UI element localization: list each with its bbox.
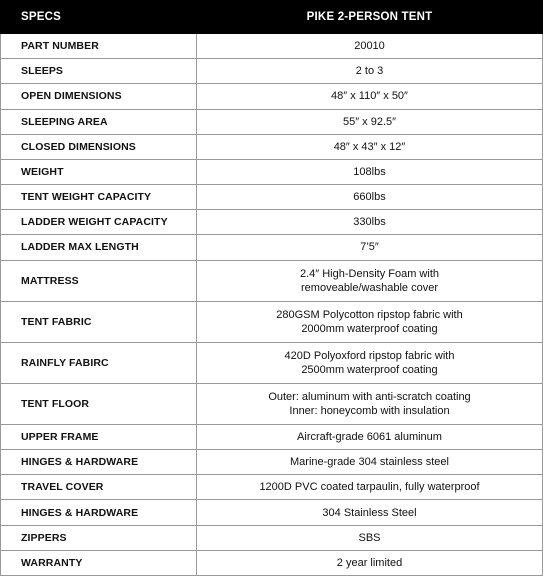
spec-value	[197, 301, 543, 342]
table-row	[1, 342, 543, 383]
spec-value	[197, 550, 543, 575]
table-row	[1, 383, 543, 424]
spec-value-line: 420D Polyoxford ripstop fabric with	[284, 349, 455, 362]
table-row	[1, 59, 543, 84]
table-row	[1, 301, 543, 342]
spec-value	[197, 342, 543, 383]
spec-value	[197, 450, 543, 475]
table-row	[1, 450, 543, 475]
table-row	[1, 475, 543, 500]
spec-value-line: 2.4″ High-Density Foam with	[300, 267, 439, 280]
table-row	[1, 500, 543, 525]
spec-value-line: 7’5″	[360, 241, 379, 254]
table-row	[1, 424, 543, 449]
spec-value	[197, 383, 543, 424]
spec-value-line: Inner: honeycomb with insulation	[289, 404, 450, 417]
spec-label: HINGES & HARDWARE	[1, 450, 197, 475]
table-row	[1, 525, 543, 550]
spec-value	[197, 109, 543, 134]
spec-label: SLEEPING AREA	[1, 109, 197, 134]
spec-label: ZIPPERS	[1, 525, 197, 550]
table-row	[1, 84, 543, 109]
spec-value-line: 48″ x 110″ x 50″	[331, 90, 408, 103]
table-row	[1, 109, 543, 134]
spec-rows	[1, 34, 543, 576]
spec-label: MATTRESS	[1, 260, 197, 301]
spec-value	[197, 134, 543, 159]
spec-value-line: Marine-grade 304 stainless steel	[290, 456, 449, 469]
spec-value-line: SBS	[358, 531, 381, 544]
spec-value	[197, 500, 543, 525]
spec-label: RAINFLY FABIRC	[1, 342, 197, 383]
spec-label: LADDER MAX LENGTH	[1, 235, 197, 260]
spec-value-line: 330lbs	[353, 216, 386, 229]
spec-value	[197, 424, 543, 449]
spec-label: WARRANTY	[1, 550, 197, 575]
spec-label: LADDER WEIGHT CAPACITY	[1, 210, 197, 235]
header-specs: SPECS	[1, 1, 197, 34]
spec-label: SLEEPS	[1, 59, 197, 84]
spec-label: TENT FLOOR	[1, 383, 197, 424]
spec-value-line: 304 Stainless Steel	[322, 506, 417, 519]
spec-label: TENT FABRIC	[1, 301, 197, 342]
spec-value-line: 2000mm waterproof coating	[301, 322, 438, 335]
table-row	[1, 260, 543, 301]
spec-value-line: 660lbs	[353, 191, 386, 204]
spec-value-line: 20010	[354, 40, 385, 53]
spec-value	[197, 475, 543, 500]
spec-value	[197, 59, 543, 84]
spec-value	[197, 34, 543, 59]
spec-value	[197, 185, 543, 210]
table-row	[1, 185, 543, 210]
spec-label: UPPER FRAME	[1, 424, 197, 449]
spec-label: WEIGHT	[1, 159, 197, 184]
spec-value	[197, 84, 543, 109]
spec-value	[197, 159, 543, 184]
spec-value-line: 55″ x 92.5″	[342, 115, 397, 128]
spec-label: TRAVEL COVER	[1, 475, 197, 500]
spec-value	[197, 260, 543, 301]
spec-value-line: Aircraft-grade 6061 aluminum	[297, 431, 442, 443]
table-row	[1, 34, 543, 59]
spec-value-line: Outer: aluminum with anti-scratch coating	[268, 390, 471, 403]
table-row	[1, 159, 543, 184]
spec-value	[197, 235, 543, 260]
spec-label: TENT WEIGHT CAPACITY	[1, 185, 197, 210]
spec-value-line: removeable/washable cover	[301, 281, 438, 294]
spec-value-line: 2 year limited	[336, 556, 403, 569]
spec-value-line: 48″ x 43″ x 12″	[333, 140, 406, 153]
spec-value-line: 280GSM Polycotton ripstop fabric with	[276, 308, 463, 321]
table-row	[1, 550, 543, 575]
spec-label: PART NUMBER	[1, 34, 197, 59]
spec-value	[197, 525, 543, 550]
spec-value-line: 1200D PVC coated tarpaulin, fully waterproof	[259, 481, 480, 494]
spec-label: CLOSED DIMENSIONS	[1, 134, 197, 159]
table-row	[1, 235, 543, 260]
table-row	[1, 210, 543, 235]
header-product-name: PIKE 2-PERSON TENT	[197, 1, 543, 34]
spec-value	[197, 210, 543, 235]
spec-value-line: 2500mm waterproof coating	[301, 363, 438, 376]
header-row	[1, 1, 543, 34]
spec-value-line: 2 to 3	[355, 65, 384, 78]
spec-label: HINGES & HARDWARE	[1, 500, 197, 525]
spec-label: OPEN DIMENSIONS	[1, 84, 197, 109]
spec-value-line: 108lbs	[353, 165, 386, 178]
table-row	[1, 134, 543, 159]
